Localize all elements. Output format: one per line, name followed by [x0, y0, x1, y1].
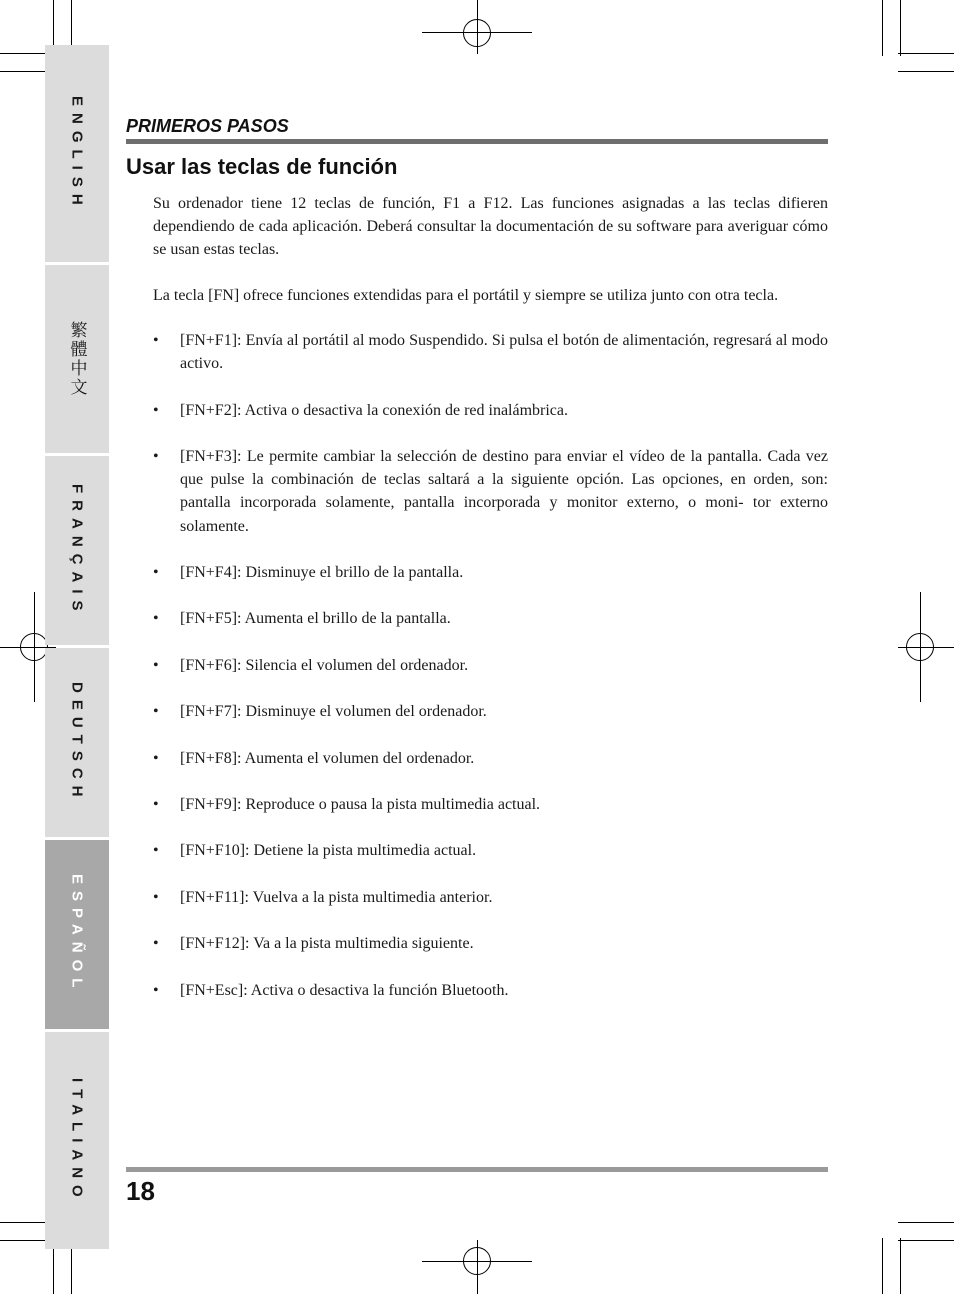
registration-circle — [906, 633, 934, 661]
bullet-icon: • — [153, 656, 159, 674]
list-item — [153, 839, 828, 862]
list-item-text: [FN+F11]: Vuelva a la pista multimedia anterior. — [180, 888, 493, 906]
tab-label: ENGLISH — [68, 95, 86, 212]
bullet-icon: • — [153, 749, 159, 767]
crop-mark — [882, 0, 883, 56]
page-number: 18 — [126, 1176, 155, 1206]
bullet-icon: • — [153, 703, 159, 721]
list-item-text: [FN+Esc]: Activa o desactiva la función Bluetooth. — [180, 981, 509, 999]
bullet-icon: • — [153, 935, 159, 953]
list-item — [153, 654, 828, 677]
tab-label: ESPAÑOL — [68, 874, 86, 995]
crop-mark — [898, 1222, 954, 1223]
list-item — [153, 399, 828, 422]
bullet-icon: • — [153, 981, 159, 999]
footer-rule — [126, 1167, 828, 1172]
page-title: Usar las teclas de función — [126, 154, 398, 179]
list-item-text: [FN+F5]: Aumenta el brillo de la pantalla. — [180, 610, 451, 628]
tab-label: ITALIANO — [68, 1077, 86, 1204]
paragraph: Su ordenador tiene 12 teclas de función, F1 a F12. Las funciones asignadas a las teclas difieren dependiendo de cada aplicación. Deberá consultar la documentación de su software para averiguar cómo se usan estas teclas. — [153, 195, 828, 258]
list-item-text: [FN+F7]: Disminuye el volumen del ordenador. — [180, 703, 487, 721]
list-item-text: [FN+F3]: Le permite cambiar la selección de destino para enviar el vídeo de la pantalla. Cada vez que pulse la combinación de teclas saltará a la siguiente opción. Las opciones, en orden, son: pantalla incorporada solamente, pantalla incorporada y monitor externo, o moni- tor externo solamente. — [180, 447, 828, 535]
tab-label: DEUTSCH — [68, 681, 86, 804]
bullet-icon: • — [153, 888, 159, 906]
bullet-icon: • — [153, 842, 159, 860]
paragraph: La tecla [FN] ofrece funciones extendidas para el portátil y siempre se utiliza junto con otra tecla. — [153, 287, 779, 304]
registration-circle — [463, 1247, 491, 1275]
list-item — [153, 932, 828, 955]
header-rule — [126, 139, 828, 144]
list-item-text: [FN+F10]: Detiene la pista multimedia actual. — [180, 842, 477, 860]
bullet-icon: • — [153, 795, 159, 813]
list-item-text: [FN+F8]: Aumenta el volumen del ordenador. — [180, 749, 475, 767]
bullet-icon: • — [153, 332, 159, 349]
language-tab-english[interactable] — [45, 45, 109, 262]
list-item-text: [FN+F2]: Activa o desactiva la conexión de red inalámbrica. — [180, 401, 569, 419]
list-item-text: [FN+F12]: Va a la pista multimedia siguiente. — [180, 935, 474, 953]
list-item — [153, 886, 828, 909]
list-item — [153, 607, 828, 630]
crop-mark — [882, 1238, 883, 1294]
crop-mark — [898, 1240, 954, 1241]
tab-label: FRANÇAIS — [68, 483, 86, 618]
list-item-text: [FN+F6]: Silencia el volumen del ordenador. — [180, 656, 469, 674]
list-item — [153, 747, 828, 770]
bullet-icon: • — [153, 401, 159, 419]
crop-mark — [900, 1238, 901, 1294]
list-item — [153, 979, 828, 1002]
list-item — [153, 700, 828, 723]
section-header: PRIMEROS PASOS — [126, 116, 289, 136]
registration-circle — [463, 19, 491, 47]
list-item — [153, 445, 828, 538]
crop-mark — [900, 0, 901, 56]
content-area — [153, 192, 828, 1002]
list-item — [153, 329, 828, 375]
bullet-icon: • — [153, 563, 159, 581]
language-tab-italian[interactable] — [45, 1032, 109, 1249]
list-item-text: [FN+F9]: Reproduce o pausa la pista multimedia actual. — [180, 795, 541, 813]
function-key-list — [153, 329, 828, 1002]
language-tab-spanish[interactable] — [45, 840, 109, 1029]
bullet-icon: • — [153, 447, 159, 465]
list-item-text: [FN+F1]: Envía al portátil al modo Suspendido. Si pulsa el botón de alimentación, regresará al modo activo. — [180, 332, 828, 373]
list-item — [153, 561, 828, 584]
crop-mark — [898, 71, 954, 72]
crop-mark — [898, 53, 954, 54]
list-item — [153, 793, 828, 816]
bullet-icon: • — [153, 610, 159, 628]
list-item-text: [FN+F4]: Disminuye el brillo de la pantalla. — [180, 563, 464, 581]
tab-label: 繁體中文 — [67, 321, 87, 397]
language-tab-german[interactable] — [45, 648, 109, 837]
registration-circle — [20, 633, 48, 661]
language-tab-chinese[interactable] — [45, 265, 109, 453]
language-tab-french[interactable] — [45, 456, 109, 645]
